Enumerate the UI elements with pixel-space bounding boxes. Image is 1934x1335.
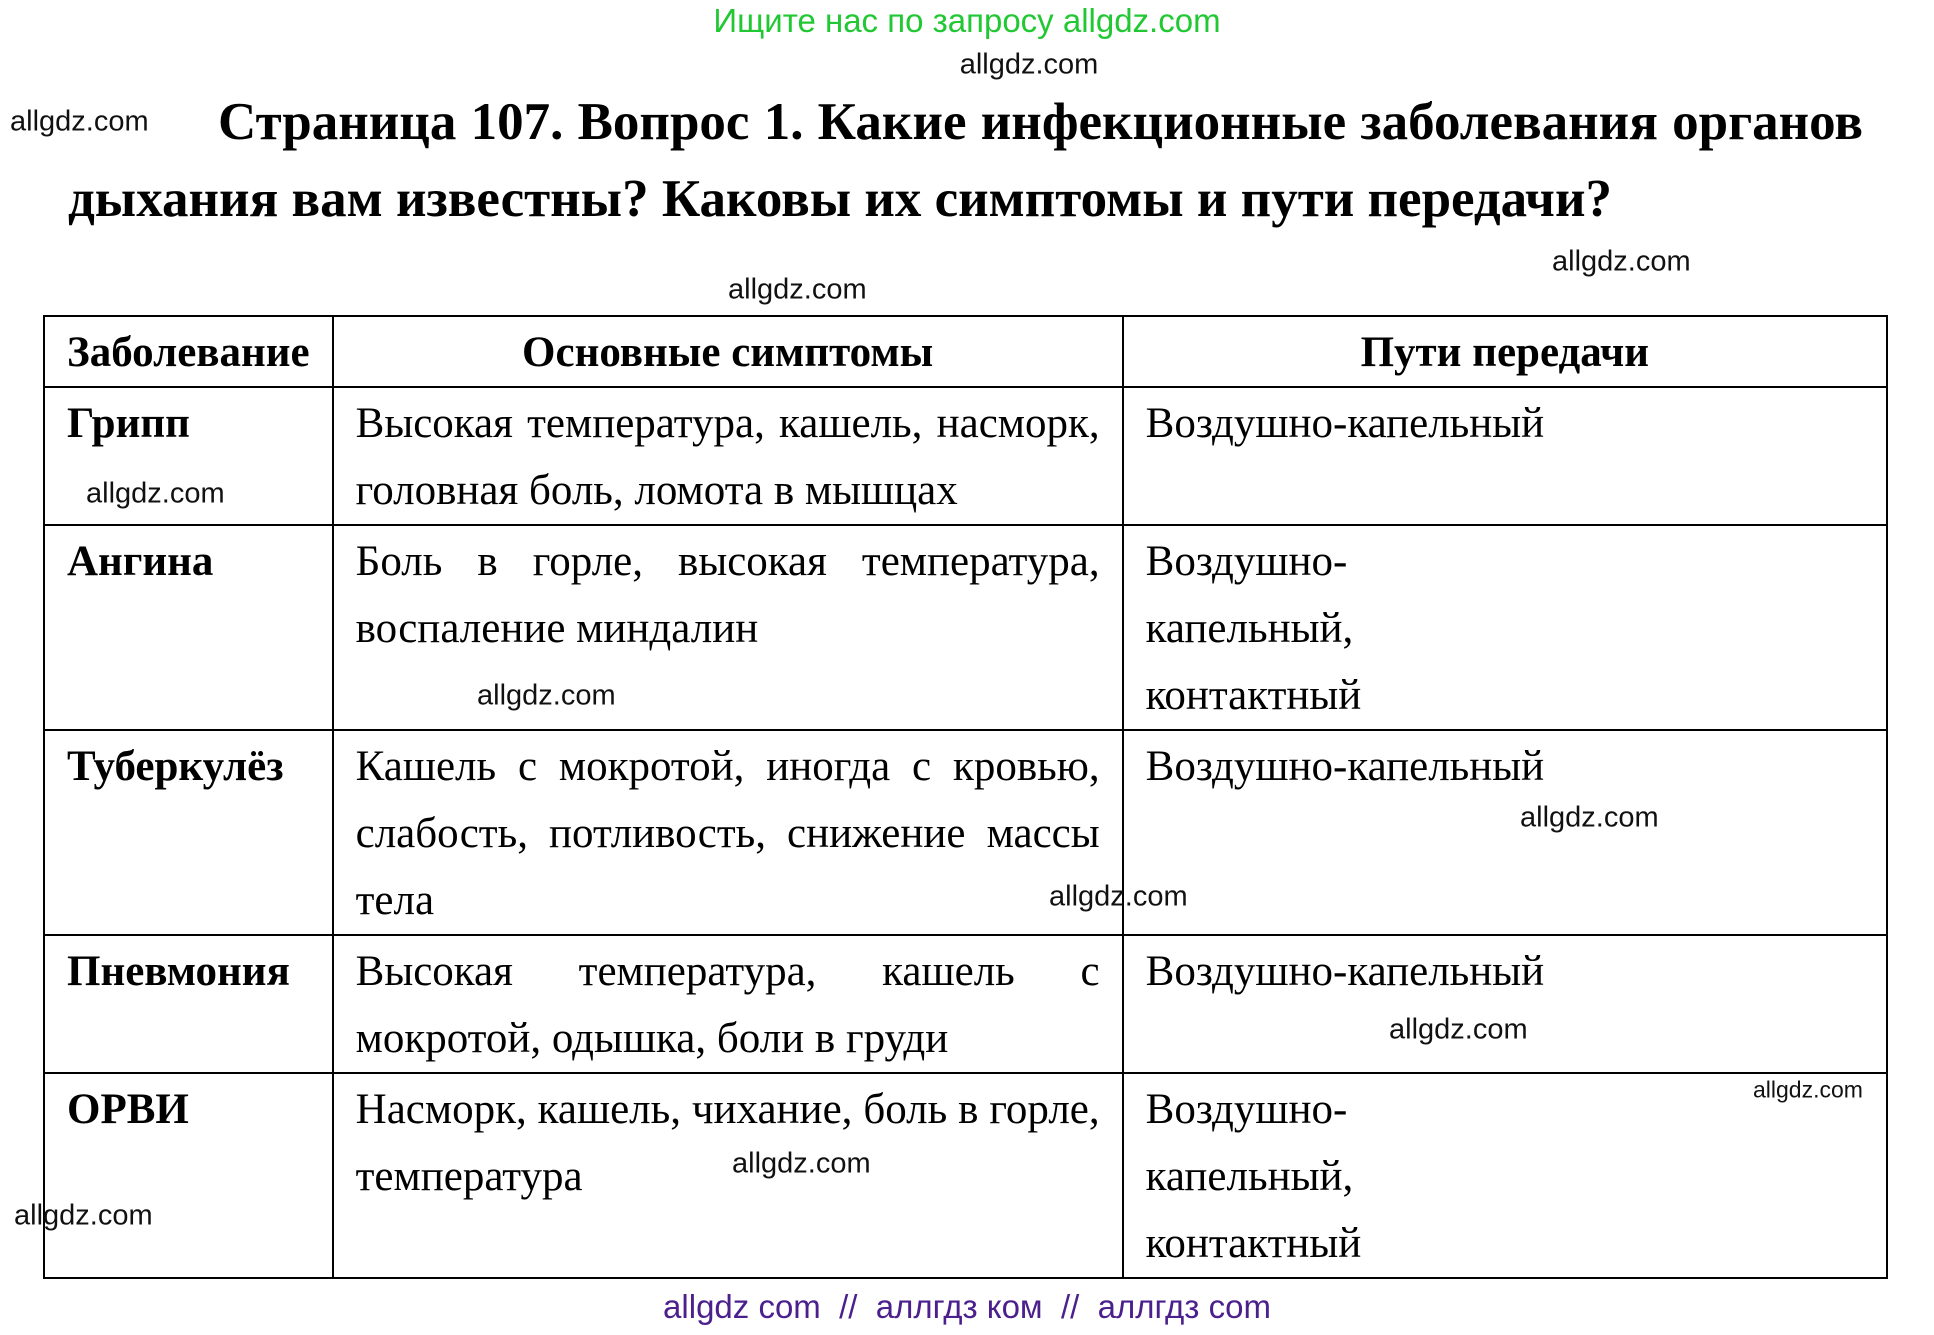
table-row [44, 935, 1887, 1073]
disease-cell: Туберкулёз [44, 730, 333, 935]
header-symptoms: Основные симптомы [333, 316, 1123, 387]
disease-cell: Ангина [44, 525, 333, 730]
watermark: allgdz.com [1753, 1076, 1863, 1103]
symptoms-cell: Высокая температура, кашель с мокротой, одышка, боли в груди [333, 935, 1123, 1073]
disease-cell: Пневмония [44, 935, 333, 1073]
footer-watermark: allgdz com // аллгдз ком // аллгдз com [663, 1288, 1271, 1325]
watermark: allgdz.com [1049, 880, 1188, 913]
watermark: allgdz.com [1389, 1013, 1528, 1046]
table-header-row [44, 316, 1887, 387]
watermark: allgdz.com [10, 105, 149, 138]
watermark: allgdz.com [728, 273, 867, 306]
watermark: allgdz.com [732, 1147, 871, 1180]
watermark: allgdz.com [86, 477, 225, 510]
watermark: allgdz.com [477, 679, 616, 712]
disease-cell: ОРВИ [44, 1073, 333, 1278]
table-row [44, 387, 1887, 525]
page-title: Страница 107. Вопрос 1. Какие инфекционные заболевания органов дыхания вам известны? Каковы их симптомы и пути передачи? [68, 93, 1863, 228]
route-cell [1123, 525, 1887, 730]
symptoms-cell: Боль в горле, высокая температура, воспаление миндалин [333, 525, 1123, 730]
watermark: allgdz.com [959, 48, 1099, 81]
symptoms-cell: Кашель с мокротой, иногда с кровью, слабость, потливость, снижение массы тела [333, 730, 1123, 935]
table-row [44, 525, 1887, 730]
route-cell: Воздушно-капельный [1123, 730, 1887, 935]
search-promo-text: Ищите нас по запросу allgdz.com [713, 2, 1221, 39]
header-disease: Заболевание [44, 316, 333, 387]
symptoms-cell: Насморк, кашель, чихание, боль в горле, температура [333, 1073, 1123, 1278]
route-text: Воздушно- капельный, контактный [1145, 538, 1362, 719]
route-cell: Воздушно-капельный [1123, 387, 1887, 525]
header-route: Пути передачи [1123, 316, 1887, 387]
route-text: Воздушно- капельный, контактный [1145, 1086, 1362, 1267]
route-cell: Воздушно-капельный [1123, 935, 1887, 1073]
diseases-table [43, 315, 1888, 1279]
disease-cell: Грипп [44, 387, 333, 525]
route-cell [1123, 1073, 1887, 1278]
watermark: allgdz.com [1552, 245, 1691, 278]
watermark: allgdz.com [1520, 801, 1659, 834]
symptoms-cell: Высокая температура, кашель, насморк, головная боль, ломота в мышцах [333, 387, 1123, 525]
watermark: allgdz.com [14, 1199, 153, 1232]
table-row [44, 1073, 1887, 1278]
